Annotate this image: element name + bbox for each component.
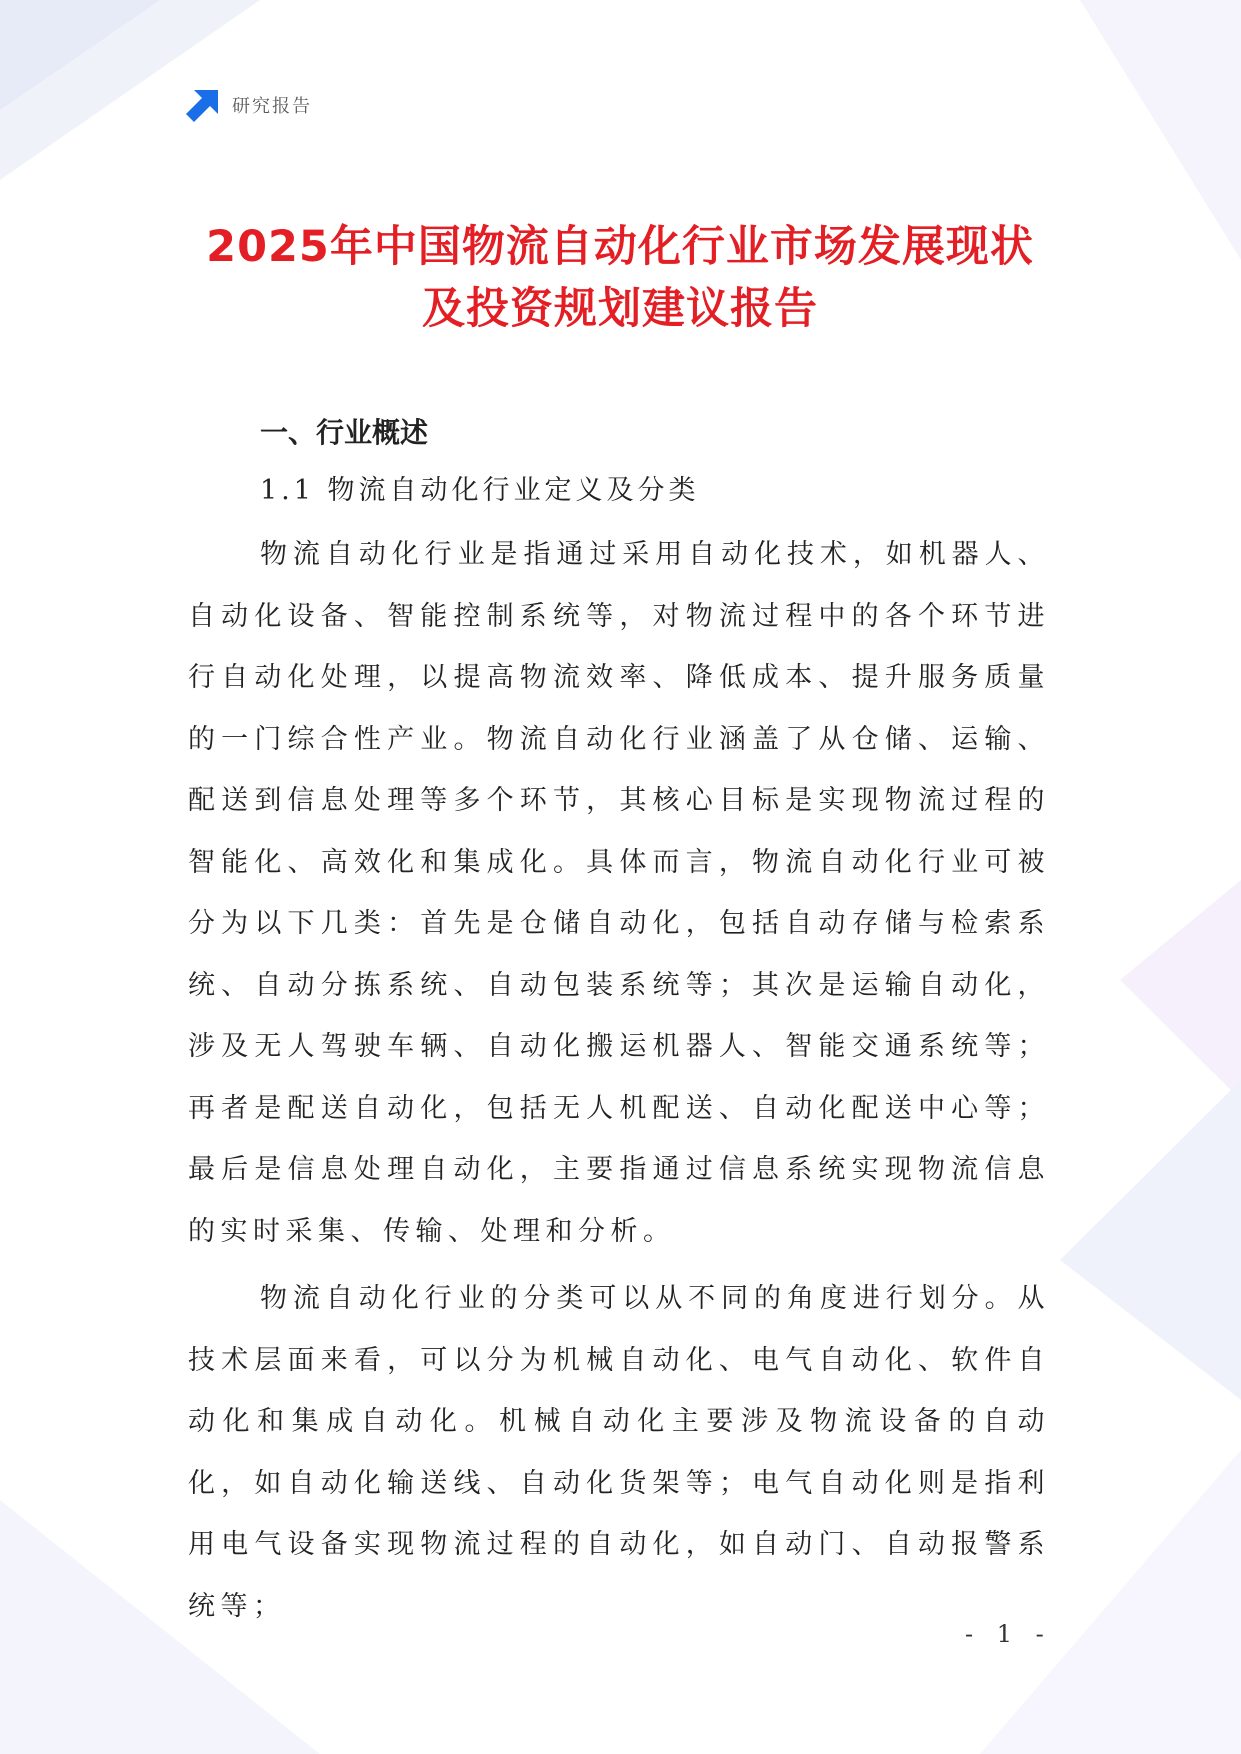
subsection-heading: 1.1 物流自动化行业定义及分类 — [260, 475, 700, 506]
body-paragraph: 物流自动化行业是指通过采用自动化技术，如机器人、自动化设备、智能控制系统等，对物流过程中的各个环节进行自动化处理，以提高物流效率、降低成本、提升服务质量的一门综合性产业。物流自动化行业涵盖了从仓储、运输、配送到信息处理等多个环节，其核心目标是实现物流过程的智能化、高效化和集成化。具体而言，物流自动化行业可被分为以下几类：首先是仓储自动化，包括自动存储与检索系统、自动分拣系统、自动包装系统等；其次是运输自动化，涉及无人驾驶车辆、自动化搬运机器人、智能交通系统等；再者是配送自动化，包括无人机配送、自动化配送中心等；最后是信息处理自动化，主要指通过信息系统实现物流信息的实时采集、传输、处理和分析。 — [188, 539, 1050, 1247]
title-line-2: 及投资规划建议报告 — [422, 284, 818, 334]
body-paragraph: 物流自动化行业的分类可以从不同的角度进行划分。从技术层面来看，可以分为机械自动化、电气自动化、软件自动化和集成自动化。机械自动化主要涉及物流设备的自动化，如自动化输送线、自动化货架等；电气自动化则是指利用电气设备实现物流过程的自动化，如自动门、自动报警系统等； — [188, 1283, 1050, 1622]
header-label: 研究报告 — [232, 96, 312, 117]
page-number: - 1 - — [965, 1620, 1052, 1648]
section-heading: 一、行业概述 — [260, 416, 429, 449]
report-title — [120, 216, 1120, 340]
arrow-up-right-icon — [186, 88, 220, 122]
report-body — [188, 410, 1050, 1637]
title-line-1: 2025年中国物流自动化行业市场发展现状 — [206, 222, 1034, 272]
report-header — [186, 88, 312, 122]
